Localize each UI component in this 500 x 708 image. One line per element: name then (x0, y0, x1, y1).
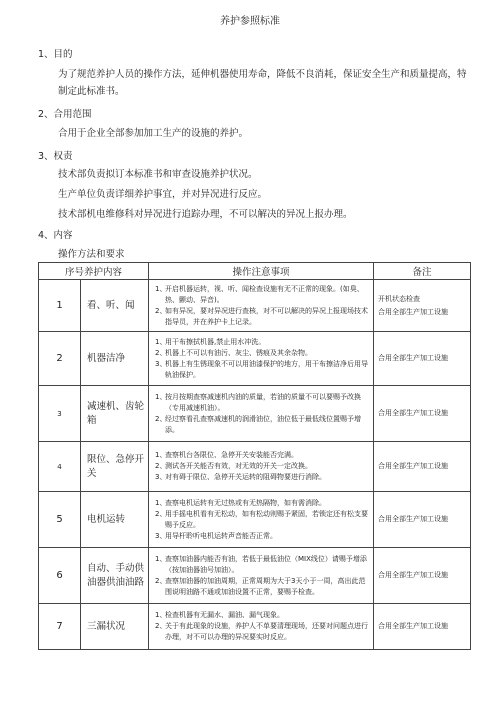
row-number: 1 (39, 280, 81, 332)
purpose-text: 为了规范养护人员的操作方法，延伸机器使用寿命，降低不良消耗，保证安全生产和质量提高，特制定此标准书。 (58, 69, 467, 97)
row-remark (374, 442, 471, 492)
table-row (39, 332, 471, 386)
detail-text: 查察机台各限位、急停开关安装能否完满。 (165, 451, 299, 459)
detail-text: 用手摇电机看有无松动，如有松动则赐予紧固，若锁定还有松支要赐予反应。 (165, 509, 369, 529)
row-details: 1、 用干布擦拭机器,禁止用水冲洗。 2、 机器上不可以有油污、灰尘、锈痕及其余杂物。 3、 机器上有生锈现象不可以用油漆保护的地方，用干布擦洁净后用导轨油保护。 (149, 332, 374, 386)
table-row (39, 442, 471, 492)
section-heading-purpose: 1、目的 (38, 49, 73, 60)
row-details: 1、 查察加油器内能否有油，若低于最低油位（MIX线位）请赐予增添（按加油器油号加油）。 2、 查察加油器的加油周期，正常周期为大于3天小于一周，高出此范围说明油路不通或加油设置不正常，要赐予检查。 (149, 548, 374, 604)
responsibility-text-1: 技术部负责拟订本标准书和审查设施养护状况。 (58, 169, 258, 180)
header-no-item: 序号养护内容 (39, 263, 149, 280)
header-notes-details: 操作注意事项 (149, 263, 374, 280)
detail-text: 对有碍于限位、急停开关运转的阻碍物要进行消除。 (165, 473, 327, 481)
row-number: 2 (39, 332, 81, 386)
maintenance-table (38, 262, 471, 650)
remark-text: 合用全部生产加工设施 (378, 462, 449, 470)
row-number: 5 (39, 492, 81, 548)
table-row (39, 280, 471, 332)
row-item: 机器洁净 (81, 332, 149, 386)
detail-text: 机器上不可以有油污、灰尘、锈痕及其余杂物。 (165, 348, 313, 357)
responsibility-text-3: 技术部机电维修科对异况进行追踪办理，不可以解决的异况上报办理。 (58, 209, 353, 220)
row-number: 3 (39, 386, 81, 442)
detail-text: 开启机器运转，视、听、闻检查设施有无不正常的现象。(如臭、热、颤动、异音)。 (165, 284, 364, 304)
responsibility-text-2: 生产单位负责详细养护事宜，并对异况进行反应。 (58, 189, 268, 200)
remark-text: 合用全部生产加工设施 (378, 571, 449, 579)
table-row (39, 492, 471, 548)
detail-text: 经过察看孔查察减速机的润滑油位，油位低于最低线位置赐予增添。 (165, 414, 362, 434)
row-details: 1、 按月按期查察减速机内油的质量，若油的质量不可以要赐予改换（专用减速机油）。 2、 经过察看孔查察减速机的润滑油位，油位低于最低线位置赐予增添。 (149, 386, 374, 442)
section-heading-responsibility: 3、权责 (38, 151, 73, 162)
detail-text: 查察加油器内能否有油，若低于最低油位（MIX线位）请赐予增添（按加油器油号加油）。 (165, 554, 367, 574)
row-remark (374, 332, 471, 386)
row-details: 1、 检查机器有无漏水、漏油、漏气现象。 2、 关于有此现象的设施，养护人不单要清理现场，还要对问题点进行办理，对不可以办理的异况要实时反应。 (149, 604, 374, 650)
detail-text: 用导杆聆听电机运转声音能否正常。 (165, 531, 278, 540)
detail-text: 机器上有生锈现象不可以用油漆保护的地方，用干布擦洁净后用导轨油保护。 (165, 359, 369, 379)
row-number: 6 (39, 548, 81, 604)
remark-text: 合用全部生产加工设施 (378, 622, 449, 630)
row-details: 1、 开启机器运转，视、听、闻检查设施有无不正常的现象。(如臭、热、颤动、异音)。 2、 如有异况，要对异况进行查核，对不可以解决的异况上报现场技术指导员，并在养护卡上记录。 (149, 280, 374, 332)
table-row (39, 386, 471, 442)
row-item: 电机运转 (81, 492, 149, 548)
row-item: 限位、急停开关 (81, 442, 149, 492)
table-row (39, 604, 471, 650)
row-item: 三漏状况 (81, 604, 149, 650)
detail-text: 检查机器有无漏水、漏油、漏气现象。 (165, 611, 285, 619)
row-remark (374, 386, 471, 442)
remark-text: 开机状态检查 (378, 294, 421, 303)
table-header-row (39, 263, 471, 280)
section-heading-scope: 2、合用范围 (38, 109, 92, 120)
row-details: 1、 查察机台各限位、急停开关安装能否完满。 2、 测试各开关能否有效，对无效的开关一定改换。 3、 对有碍于限位、急停开关运转的阻碍物要进行消除。 (149, 442, 374, 492)
detail-text: 按月按期查察减速机内油的质量，若油的质量不可以要赐予改换（专用减速机油）。 (165, 392, 362, 412)
row-item: 看、听、闻 (81, 280, 149, 332)
table-row (39, 548, 471, 604)
detail-text: 用干布擦拭机器,禁止用水冲洗。 (165, 337, 266, 346)
remark-text: 合用全部生产加工设施 (378, 307, 449, 316)
detail-text: 查察加油器的加油周期，正常周期为大于3天小于一周，高出此范围说明油路不通或加油设置不正常，要赐予检查。 (165, 576, 366, 596)
row-remark (374, 280, 471, 332)
row-details: 1、 查察电机运转有无过热或有无热隔物，如有需消除。 2、 用手摇电机看有无松动，如有松动则赐予紧固，若锁定还有松支要赐予反应。 3、 用导杆聆听电机运转声音能否正常。 (149, 492, 374, 548)
section-heading-content: 4、内容 (38, 230, 73, 241)
row-remark (374, 604, 471, 650)
row-remark (374, 492, 471, 548)
remark-text: 合用全部生产加工设施 (378, 354, 449, 362)
header-remark: 备注 (374, 263, 471, 280)
table-caption: 操作方法和要求 (58, 249, 125, 260)
remark-text: 合用全部生产加工设施 (378, 515, 449, 523)
scope-text: 合用于企业全部参加加工生产的设施的养护。 (58, 128, 249, 139)
row-number: 4 (39, 442, 81, 492)
page-title: 养护参照标准 (220, 16, 280, 27)
detail-text: 查察电机运转有无过热或有无热隔物，如有需消除。 (165, 498, 327, 507)
row-number: 7 (39, 604, 81, 650)
detail-text: 测试各开关能否有效，对无效的开关一定改换。 (165, 462, 313, 470)
row-item: 减速机、齿轮箱 (81, 386, 149, 442)
detail-text: 关于有此现象的设施，养护人不单要清理现场，还要对问题点进行办理，对不可以办理的异况要实时反应。 (165, 622, 369, 641)
remark-text: 合用全部生产加工设施 (378, 409, 449, 417)
row-remark (374, 548, 471, 604)
detail-text: 如有异况，要对异况进行查核，对不可以解决的异况上报现场技术指导员，并在养护卡上记录。 (165, 306, 369, 326)
row-item: 自动、手动供油器供油油路 (81, 548, 149, 604)
